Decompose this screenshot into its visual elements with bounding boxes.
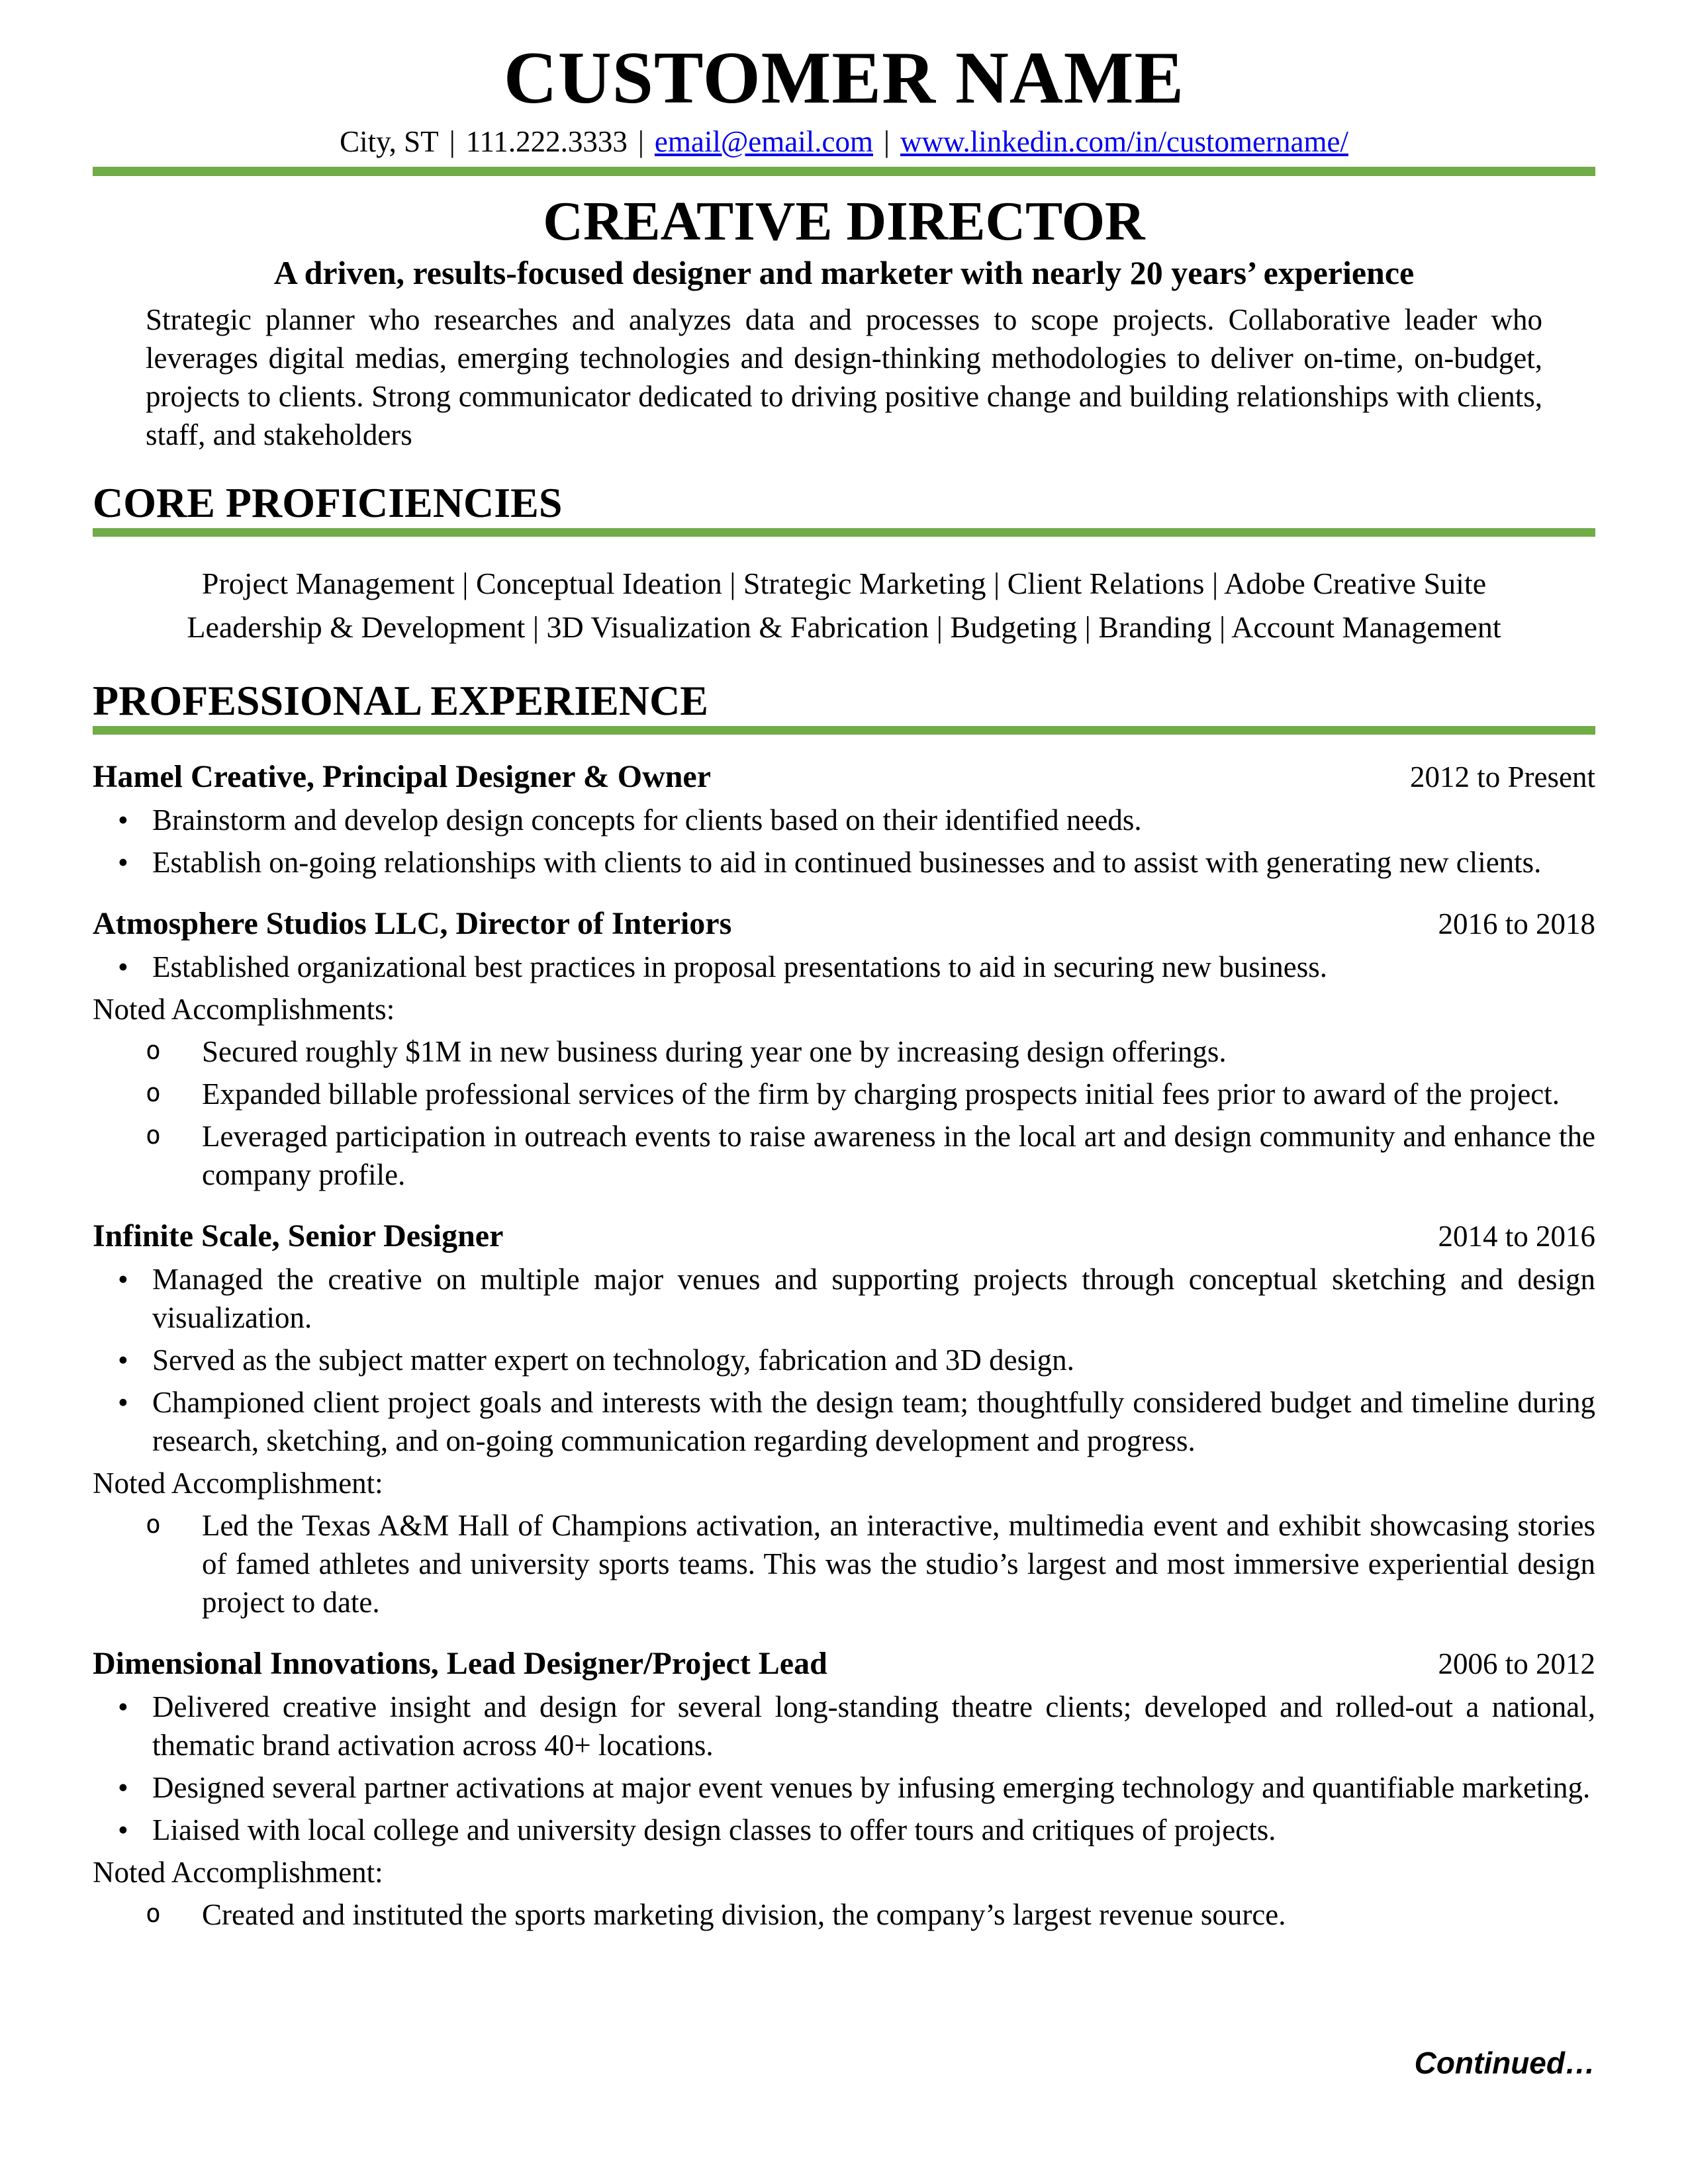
contact-location: City, ST xyxy=(340,124,439,158)
contact-line xyxy=(93,123,1595,160)
date-range: 2014 to 2016 xyxy=(1438,1219,1595,1253)
company-role: Dimensional Innovations, Lead Designer/Project Lead xyxy=(93,1645,827,1681)
bullet-item: • Served as the subject matter expert on technology, fabrication and 3D design. xyxy=(93,1341,1595,1379)
date-range: 2012 to Present xyxy=(1410,760,1595,794)
accomplishment-item: o Created and instituted the sports marketing division, the company’s largest revenue source. xyxy=(93,1895,1595,1934)
header-green-rule xyxy=(93,167,1595,176)
section-heading-core-proficiencies: CORE PROFICIENCIES xyxy=(93,478,563,526)
company-role: Infinite Scale, Senior Designer xyxy=(93,1218,504,1253)
company-role: Atmosphere Studios LLC, Director of Interiors xyxy=(93,905,732,941)
proficiencies-line-2: Leadership & Development | 3D Visualization & Fabrication | Budgeting | Branding | Account Management xyxy=(187,610,1501,644)
core-proficiencies-green-rule xyxy=(93,528,1595,537)
contact-separator: | xyxy=(883,124,890,158)
professional-experience-green-rule xyxy=(93,726,1595,735)
noted-accomplishments-label: Noted Accomplishment: xyxy=(93,1855,383,1889)
noted-accomplishments-label: Noted Accomplishment: xyxy=(93,1466,383,1500)
bullet-list xyxy=(93,801,1595,882)
section-heading-professional-experience: PROFESSIONAL EXPERIENCE xyxy=(93,676,708,724)
accomplishment-item: o Led the Texas A&M Hall of Champions activation, an interactive, multimedia event and exhibit showcasing stories of famed athletes and university sports teams. This was the studio’s largest and most immersive experiential design project to date. xyxy=(93,1506,1595,1621)
bullet-item: • Delivered creative insight and design for several long-standing theatre clients; developed and rolled-out a national, thematic brand activation across 40+ locations. xyxy=(93,1688,1595,1764)
accomplishment-list xyxy=(93,1032,1595,1194)
proficiencies-line-1: Project Management | Conceptual Ideation | Strategic Marketing | Client Relations | Adobe Creative Suite xyxy=(201,566,1487,600)
job-header xyxy=(93,757,1595,797)
date-range: 2016 to 2018 xyxy=(1438,907,1595,940)
continued-note: Continued… xyxy=(1414,2046,1595,2080)
contact-phone: 111.222.3333 xyxy=(465,124,628,158)
noted-accomplishments-label: Noted Accomplishments: xyxy=(93,992,395,1026)
bullet-item: • Established organizational best practices in proposal presentations to aid in securing new business. xyxy=(93,948,1595,986)
bullet-list xyxy=(93,948,1595,986)
job-atmosphere-studios xyxy=(93,904,1595,1194)
bullet-list xyxy=(93,1688,1595,1849)
job-header xyxy=(93,1644,1595,1684)
job-header xyxy=(93,1216,1595,1256)
bullet-item: • Liaised with local college and university design classes to offer tours and critiques of projects. xyxy=(93,1811,1595,1849)
accomplishment-item: o Leveraged participation in outreach events to raise awareness in the local art and design community and enhance the company profile. xyxy=(93,1117,1595,1194)
bullet-item: • Managed the creative on multiple major venues and supporting projects through conceptual sketching and design visualization. xyxy=(93,1260,1595,1337)
email-link[interactable]: email@email.com xyxy=(654,124,873,158)
bullet-item: • Designed several partner activations at major event venues by infusing emerging technology and quantifiable marketing. xyxy=(93,1768,1595,1807)
date-range: 2006 to 2012 xyxy=(1438,1647,1595,1680)
role-title: CREATIVE DIRECTOR xyxy=(543,190,1145,252)
tagline: A driven, results-focused designer and marketer with nearly 20 years’ experience xyxy=(273,253,1415,291)
bullet-list xyxy=(93,1260,1595,1460)
summary-paragraph: Strategic planner who researches and analyzes data and processes to scope projects. Collaborative leader who leverages digital medias, emerging technologies and design-thinking methodologies to deliver on-time, on-budget, projects to clients. Strong communicator dedicated to driving positive change and building relationships with clients, staff, and stakeholders xyxy=(146,302,1542,451)
bullet-item: • Brainstorm and develop design concepts for clients based on their identified needs. xyxy=(93,801,1595,839)
accomplishment-list xyxy=(93,1895,1595,1934)
job-hamel-creative xyxy=(93,757,1595,882)
job-infinite-scale xyxy=(93,1216,1595,1621)
contact-separator: | xyxy=(449,124,455,158)
bullet-item: • Establish on-going relationships with clients to aid in continued businesses and to assist with generating new clients. xyxy=(93,843,1595,882)
linkedin-link[interactable]: www.linkedin.com/in/customername/ xyxy=(900,124,1348,158)
bullet-item: • Championed client project goals and interests with the design team; thoughtfully considered budget and timeline during research, sketching, and on-going communication regarding development and progress. xyxy=(93,1383,1595,1460)
accomplishment-list xyxy=(93,1506,1595,1621)
accomplishment-item: o Secured roughly $1M in new business during year one by increasing design offerings. xyxy=(93,1032,1595,1071)
accomplishment-item: o Expanded billable professional services of the firm by charging prospects initial fees prior to award of the project. xyxy=(93,1075,1595,1113)
company-role: Hamel Creative, Principal Designer & Owner xyxy=(93,758,712,794)
job-header xyxy=(93,904,1595,944)
job-dimensional-innovations xyxy=(93,1644,1595,1934)
contact-separator: | xyxy=(637,124,644,158)
proficiencies-block xyxy=(93,562,1595,649)
person-name: CUSTOMER NAME xyxy=(503,37,1185,119)
